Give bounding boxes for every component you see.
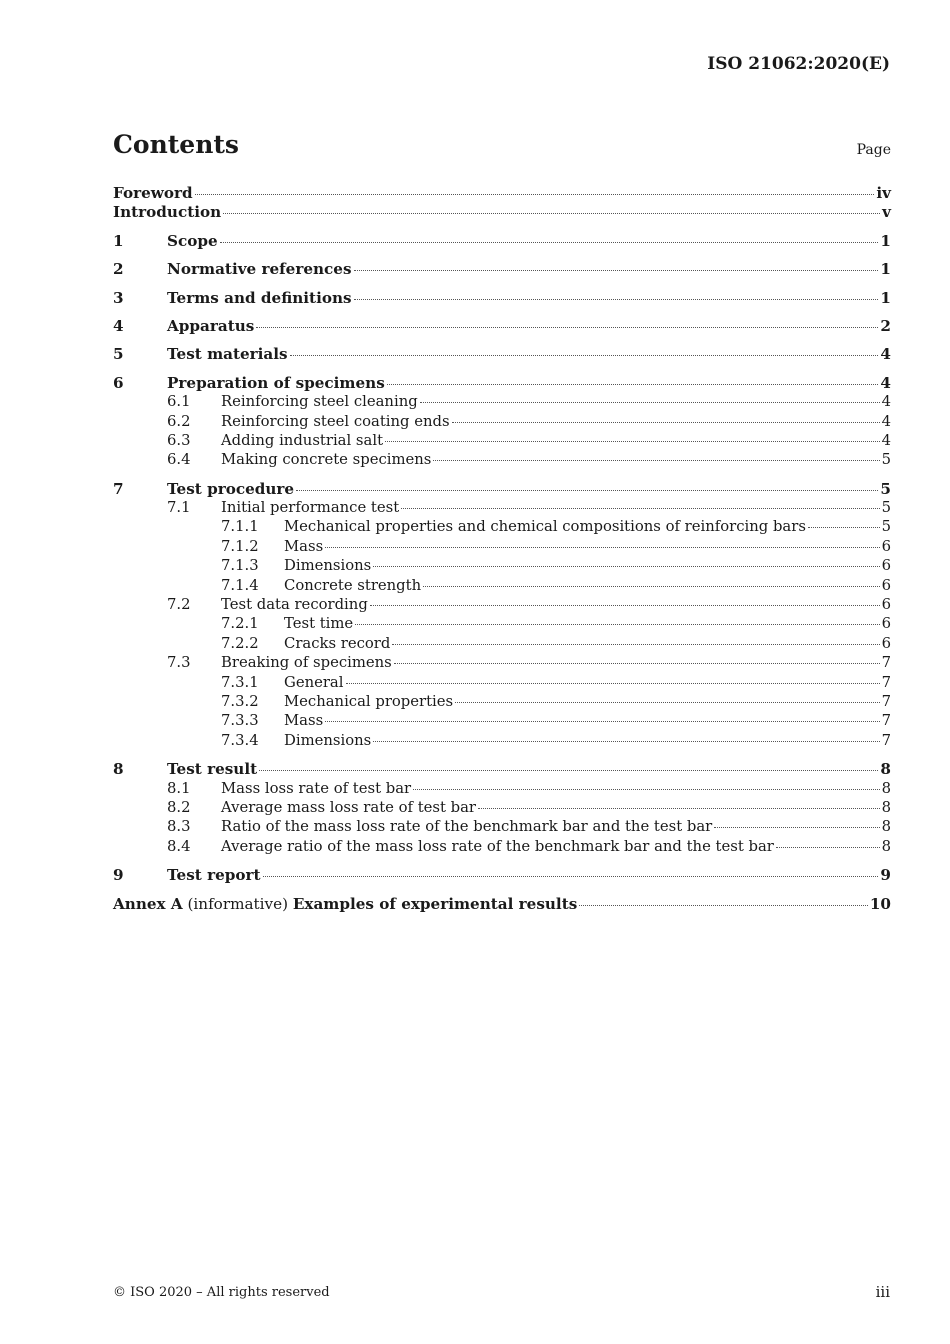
toc-entry-number: 8 xyxy=(113,760,124,779)
toc-entry-number: 6 xyxy=(113,373,124,392)
toc-entry[interactable] xyxy=(113,895,891,914)
toc-entry-title: Mass loss rate of test bar xyxy=(221,779,412,797)
toc-entry-number: 7.3.4 xyxy=(221,731,259,749)
toc-entry-title: Making concrete specimens xyxy=(221,451,432,469)
toc-entry-page: 7 xyxy=(881,654,891,672)
toc-entry-page: 8 xyxy=(881,798,891,816)
dot-leader xyxy=(296,490,878,491)
toc-entry[interactable] xyxy=(113,760,891,779)
toc-entry-number: 6.2 xyxy=(167,412,191,430)
dot-leader xyxy=(220,242,879,243)
toc-entry-page: 10 xyxy=(869,894,891,913)
toc-entry-page: 2 xyxy=(880,316,891,335)
toc-entry-number: 7.3.2 xyxy=(221,692,259,710)
toc-entry-title: Dimensions xyxy=(284,731,372,749)
toc-entry-title: Mechanical properties and chemical compositions of reinforcing bars xyxy=(284,518,806,536)
toc-entry-title: Test result xyxy=(167,760,258,779)
dot-leader xyxy=(385,441,880,442)
toc-entry-page: 6 xyxy=(881,634,891,652)
dot-leader xyxy=(325,547,879,548)
toc-entry-number: 7.1 xyxy=(167,499,191,517)
dot-leader xyxy=(195,194,875,195)
document-code: ISO 21062:2020(E) xyxy=(707,54,890,74)
annex-note: (informative) xyxy=(182,894,293,913)
toc-entry-number: 7.1.3 xyxy=(221,557,259,575)
toc-entry-title: Test time xyxy=(284,615,354,633)
toc-entry[interactable] xyxy=(113,557,891,576)
toc-entry-page: 6 xyxy=(881,615,891,633)
toc-entry[interactable] xyxy=(113,866,891,885)
toc-entry[interactable] xyxy=(113,712,891,731)
dot-leader xyxy=(394,663,880,664)
dot-leader xyxy=(392,644,879,645)
toc-entry[interactable] xyxy=(113,799,891,818)
toc-entry-page: 7 xyxy=(881,712,891,730)
toc-entry-title: Test report xyxy=(167,866,261,885)
toc-entry-number: 7.1.4 xyxy=(221,576,259,594)
toc-entry-page: 4 xyxy=(881,393,891,411)
toc-entry[interactable] xyxy=(113,203,891,222)
dot-leader xyxy=(714,827,879,828)
toc-entry-title: Test data recording xyxy=(221,596,368,614)
toc-entry-title: Initial performance test xyxy=(221,499,400,517)
toc-entry[interactable] xyxy=(113,432,891,451)
toc-entry-page: 8 xyxy=(880,760,891,779)
toc-entry[interactable] xyxy=(113,289,891,308)
toc-entry[interactable] xyxy=(113,732,891,751)
dot-leader xyxy=(373,566,879,567)
toc-entry-page: 5 xyxy=(881,518,891,536)
toc-entry-number: 4 xyxy=(113,316,124,335)
copyright-footer: © ISO 2020 – All rights reserved xyxy=(113,1285,330,1300)
dot-leader xyxy=(423,586,879,587)
toc-entry[interactable] xyxy=(113,654,891,673)
dot-leader xyxy=(413,789,879,790)
toc-entry[interactable] xyxy=(113,635,891,654)
toc-entry-number: 7.2.2 xyxy=(221,634,259,652)
toc-entry-page: 8 xyxy=(881,818,891,836)
page-column-label: Page xyxy=(856,142,891,158)
toc-entry-page: 7 xyxy=(881,692,891,710)
dot-leader xyxy=(808,527,880,528)
toc-entry-title: Average mass loss rate of test bar xyxy=(221,798,477,816)
toc-entry-page: v xyxy=(882,203,891,222)
toc-entry[interactable] xyxy=(113,260,891,279)
toc-entry[interactable] xyxy=(113,615,891,634)
toc-entry-title: Ratio of the mass loss rate of the benchmark bar and the test bar xyxy=(221,818,713,836)
toc-entry-title: Annex A xyxy=(113,894,183,913)
toc-entry-number: 7.2.1 xyxy=(221,615,259,633)
toc-entry[interactable] xyxy=(113,674,891,693)
dot-leader xyxy=(354,299,879,300)
toc-entry-title: Concrete strength xyxy=(284,576,422,594)
toc-entry-page: 4 xyxy=(881,431,891,449)
toc-entry[interactable] xyxy=(113,596,891,615)
page-number: iii xyxy=(875,1283,890,1301)
toc-entry-title: Preparation of specimens xyxy=(167,373,385,392)
toc-entry-page: 5 xyxy=(880,479,891,498)
toc-entry-number: 7.3.1 xyxy=(221,673,259,691)
dot-leader xyxy=(346,683,880,684)
toc-entry-page: 5 xyxy=(881,499,891,517)
toc-entry[interactable] xyxy=(113,317,891,336)
dot-leader xyxy=(256,327,878,328)
toc-entry-number: 8.1 xyxy=(167,779,191,797)
toc-entry[interactable] xyxy=(113,480,891,499)
toc-entry-page: 8 xyxy=(881,779,891,797)
toc-entry[interactable] xyxy=(113,184,891,203)
toc-entry-page: 4 xyxy=(880,373,891,392)
toc-entry[interactable] xyxy=(113,413,891,432)
toc-entry-number: 7 xyxy=(113,479,124,498)
toc-entry-page: 6 xyxy=(881,576,891,594)
dot-leader xyxy=(263,876,879,877)
toc-entry-page: 4 xyxy=(880,345,891,364)
toc-entry-number: 7.3.3 xyxy=(221,712,259,730)
dot-leader xyxy=(354,270,879,271)
toc-entry-number: 6.4 xyxy=(167,451,191,469)
toc-entry-title: Test materials xyxy=(167,345,288,364)
toc-entry-title: Mass xyxy=(284,537,324,555)
toc-entry-title: Cracks record xyxy=(284,634,391,652)
toc-entry-number: 7.1.1 xyxy=(221,518,259,536)
toc-entry-number: 7.2 xyxy=(167,596,191,614)
toc-entry-number: 1 xyxy=(113,231,124,250)
dot-leader xyxy=(259,770,878,771)
toc-entry[interactable] xyxy=(113,838,891,857)
toc-entry-number: 5 xyxy=(113,345,124,364)
toc-entry-title: Scope xyxy=(167,231,218,250)
toc-entry-page: 1 xyxy=(880,260,891,279)
dot-leader xyxy=(355,624,879,625)
dot-leader xyxy=(290,355,879,356)
toc-entry-number: 9 xyxy=(113,866,124,885)
dot-leader xyxy=(478,808,880,809)
toc-entry-number: 3 xyxy=(113,288,124,307)
toc-entry-page: 6 xyxy=(881,596,891,614)
table-of-contents xyxy=(113,184,891,914)
dot-leader xyxy=(433,460,879,461)
toc-entry[interactable] xyxy=(113,393,891,412)
toc-entry-number: 8.2 xyxy=(167,798,191,816)
dot-leader xyxy=(387,384,879,385)
dot-leader xyxy=(370,605,880,606)
toc-entry-title: Mechanical properties xyxy=(284,692,454,710)
annex-title: Examples of experimental results xyxy=(292,894,578,913)
toc-entry[interactable] xyxy=(113,818,891,837)
dot-leader xyxy=(452,422,880,423)
toc-entry-page: 7 xyxy=(881,731,891,749)
toc-entry-number: 7.3 xyxy=(167,654,191,672)
toc-entry-title: Breaking of specimens xyxy=(221,654,392,672)
dot-leader xyxy=(579,905,868,906)
toc-entry[interactable] xyxy=(113,780,891,799)
toc-entry-title: Normative references xyxy=(167,260,352,279)
toc-entry-number: 7.1.2 xyxy=(221,537,259,555)
toc-entry-page: 7 xyxy=(881,673,891,691)
toc-entry-title: Foreword xyxy=(113,184,193,202)
toc-entry-page: 5 xyxy=(881,451,891,469)
toc-entry-page: 8 xyxy=(881,837,891,855)
toc-entry[interactable] xyxy=(113,232,891,251)
toc-entry-number: 8.3 xyxy=(167,818,191,836)
dot-leader xyxy=(455,702,879,703)
toc-entry[interactable] xyxy=(113,374,891,393)
toc-entry-title: Dimensions xyxy=(284,557,372,575)
toc-entry-title: Test procedure xyxy=(167,479,295,498)
toc-entry-number: 8.4 xyxy=(167,837,191,855)
toc-entry[interactable] xyxy=(113,577,891,596)
dot-leader xyxy=(223,213,880,214)
toc-entry-title: Average ratio of the mass loss rate of the benchmark bar and the test bar xyxy=(221,837,774,855)
dot-leader xyxy=(325,721,879,722)
toc-entry-title: Introduction xyxy=(113,203,222,222)
toc-entry[interactable] xyxy=(113,451,891,470)
toc-entry-page: iv xyxy=(876,184,891,202)
toc-entry-title: Adding industrial salt xyxy=(221,431,384,449)
toc-entry[interactable] xyxy=(113,499,891,518)
toc-entry[interactable] xyxy=(113,693,891,712)
toc-entry-number: 6.3 xyxy=(167,431,191,449)
toc-entry[interactable] xyxy=(113,345,891,364)
toc-entry-title: Reinforcing steel cleaning xyxy=(221,393,418,411)
toc-entry[interactable] xyxy=(113,538,891,557)
toc-entry-page: 6 xyxy=(881,537,891,555)
dot-leader xyxy=(420,402,880,403)
toc-entry-title: Terms and definitions xyxy=(167,288,352,307)
toc-entry-title: Apparatus xyxy=(167,316,255,335)
toc-entry[interactable] xyxy=(113,518,891,537)
toc-entry-title: Reinforcing steel coating ends xyxy=(221,412,450,430)
toc-entry-number: 6.1 xyxy=(167,393,191,411)
dot-leader xyxy=(401,508,879,509)
toc-entry-page: 9 xyxy=(880,866,891,885)
toc-entry-page: 1 xyxy=(880,231,891,250)
toc-entry-title: Mass xyxy=(284,712,324,730)
dot-leader xyxy=(373,741,879,742)
contents-title: Contents xyxy=(113,130,240,159)
toc-entry-page: 4 xyxy=(881,412,891,430)
dot-leader xyxy=(776,847,880,848)
toc-entry-title: General xyxy=(284,673,344,691)
toc-entry-page: 6 xyxy=(881,557,891,575)
toc-entry-number: 2 xyxy=(113,260,124,279)
toc-entry-page: 1 xyxy=(880,288,891,307)
